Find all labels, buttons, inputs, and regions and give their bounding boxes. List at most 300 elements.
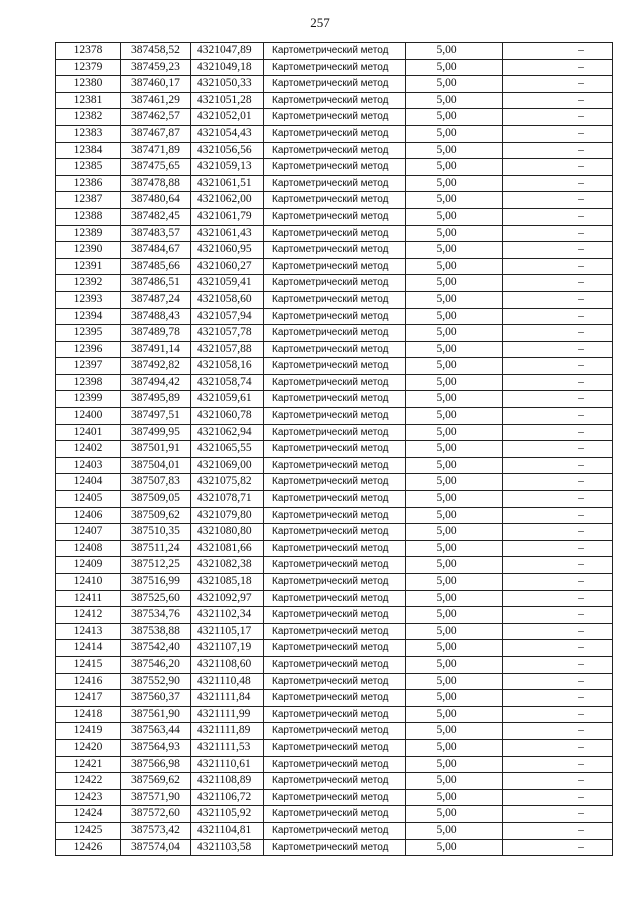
note-cell: – [503, 358, 613, 375]
note-cell: – [503, 208, 613, 225]
table-row [56, 374, 613, 391]
y-coordinate-cell: 4321058,16 [191, 358, 264, 375]
x-coordinate-cell: 387483,57 [121, 225, 191, 242]
y-coordinate-cell: 4321065,55 [191, 441, 264, 458]
y-coordinate-cell: 4321061,51 [191, 175, 264, 192]
y-coordinate-cell: 4321057,94 [191, 308, 264, 325]
note-cell: – [503, 474, 613, 491]
accuracy-cell: 5,00 [406, 822, 503, 839]
x-coordinate-cell: 387566,98 [121, 756, 191, 773]
y-coordinate-cell: 4321058,74 [191, 374, 264, 391]
x-coordinate-cell: 387471,89 [121, 142, 191, 159]
y-coordinate-cell: 4321050,33 [191, 76, 264, 93]
point-number-cell: 12418 [56, 706, 121, 723]
method-cell: Картометрический метод [264, 76, 406, 93]
point-number-cell: 12405 [56, 491, 121, 508]
method-cell: Картометрический метод [264, 557, 406, 574]
x-coordinate-cell: 387511,24 [121, 540, 191, 557]
coordinates-table [55, 42, 613, 856]
accuracy-cell: 5,00 [406, 175, 503, 192]
method-cell: Картометрический метод [264, 773, 406, 790]
table-row [56, 192, 613, 209]
y-coordinate-cell: 4321054,43 [191, 125, 264, 142]
y-coordinate-cell: 4321105,92 [191, 806, 264, 823]
y-coordinate-cell: 4321078,71 [191, 491, 264, 508]
y-coordinate-cell: 4321049,18 [191, 59, 264, 76]
method-cell: Картометрический метод [264, 225, 406, 242]
point-number-cell: 12408 [56, 540, 121, 557]
method-cell: Картометрический метод [264, 159, 406, 176]
x-coordinate-cell: 387509,62 [121, 507, 191, 524]
x-coordinate-cell: 387475,65 [121, 159, 191, 176]
x-coordinate-cell: 387572,60 [121, 806, 191, 823]
x-coordinate-cell: 387507,83 [121, 474, 191, 491]
y-coordinate-cell: 4321069,00 [191, 457, 264, 474]
method-cell: Картометрический метод [264, 806, 406, 823]
x-coordinate-cell: 387560,37 [121, 690, 191, 707]
method-cell: Картометрический метод [264, 59, 406, 76]
x-coordinate-cell: 387546,20 [121, 656, 191, 673]
x-coordinate-cell: 387495,89 [121, 391, 191, 408]
method-cell: Картометрический метод [264, 208, 406, 225]
accuracy-cell: 5,00 [406, 208, 503, 225]
note-cell: – [503, 739, 613, 756]
method-cell: Картометрический метод [264, 275, 406, 292]
table-row [56, 142, 613, 159]
accuracy-cell: 5,00 [406, 441, 503, 458]
method-cell: Картометрический метод [264, 590, 406, 607]
method-cell: Картометрический метод [264, 441, 406, 458]
note-cell: – [503, 822, 613, 839]
point-number-cell: 12401 [56, 424, 121, 441]
method-cell: Картометрический метод [264, 656, 406, 673]
method-cell: Картометрический метод [264, 358, 406, 375]
method-cell: Картометрический метод [264, 574, 406, 591]
y-coordinate-cell: 4321059,41 [191, 275, 264, 292]
accuracy-cell: 5,00 [406, 656, 503, 673]
note-cell: – [503, 557, 613, 574]
x-coordinate-cell: 387460,17 [121, 76, 191, 93]
accuracy-cell: 5,00 [406, 225, 503, 242]
table-row [56, 557, 613, 574]
note-cell: – [503, 441, 613, 458]
method-cell: Картометрический метод [264, 457, 406, 474]
y-coordinate-cell: 4321060,78 [191, 408, 264, 425]
point-number-cell: 12416 [56, 673, 121, 690]
accuracy-cell: 5,00 [406, 524, 503, 541]
x-coordinate-cell: 387534,76 [121, 607, 191, 624]
method-cell: Картометрический метод [264, 391, 406, 408]
y-coordinate-cell: 4321061,79 [191, 208, 264, 225]
point-number-cell: 12406 [56, 507, 121, 524]
accuracy-cell: 5,00 [406, 773, 503, 790]
note-cell: – [503, 723, 613, 740]
table-row [56, 607, 613, 624]
accuracy-cell: 5,00 [406, 125, 503, 142]
point-number-cell: 12402 [56, 441, 121, 458]
method-cell: Картометрический метод [264, 92, 406, 109]
method-cell: Картометрический метод [264, 607, 406, 624]
x-coordinate-cell: 387564,93 [121, 739, 191, 756]
note-cell: – [503, 507, 613, 524]
note-cell: – [503, 806, 613, 823]
table-row [56, 474, 613, 491]
accuracy-cell: 5,00 [406, 59, 503, 76]
point-number-cell: 12425 [56, 822, 121, 839]
x-coordinate-cell: 387569,62 [121, 773, 191, 790]
note-cell: – [503, 308, 613, 325]
method-cell: Картометрический метод [264, 291, 406, 308]
accuracy-cell: 5,00 [406, 109, 503, 126]
note-cell: – [503, 159, 613, 176]
note-cell: – [503, 640, 613, 657]
table-body [56, 43, 613, 856]
x-coordinate-cell: 387484,67 [121, 242, 191, 259]
table-row [56, 225, 613, 242]
method-cell: Картометрический метод [264, 192, 406, 209]
accuracy-cell: 5,00 [406, 690, 503, 707]
y-coordinate-cell: 4321106,72 [191, 789, 264, 806]
method-cell: Картометрический метод [264, 706, 406, 723]
accuracy-cell: 5,00 [406, 474, 503, 491]
point-number-cell: 12392 [56, 275, 121, 292]
point-number-cell: 12396 [56, 341, 121, 358]
y-coordinate-cell: 4321110,61 [191, 756, 264, 773]
table-row [56, 806, 613, 823]
point-number-cell: 12421 [56, 756, 121, 773]
table-row [56, 308, 613, 325]
x-coordinate-cell: 387509,05 [121, 491, 191, 508]
table-row [56, 673, 613, 690]
method-cell: Картометрический метод [264, 540, 406, 557]
table-row [56, 574, 613, 591]
y-coordinate-cell: 4321060,95 [191, 242, 264, 259]
accuracy-cell: 5,00 [406, 308, 503, 325]
point-number-cell: 12391 [56, 258, 121, 275]
x-coordinate-cell: 387459,23 [121, 59, 191, 76]
x-coordinate-cell: 387488,43 [121, 308, 191, 325]
table-row [56, 706, 613, 723]
note-cell: – [503, 374, 613, 391]
method-cell: Картометрический метод [264, 43, 406, 60]
table-row [56, 325, 613, 342]
table-row [56, 590, 613, 607]
accuracy-cell: 5,00 [406, 739, 503, 756]
note-cell: – [503, 607, 613, 624]
method-cell: Картометрический метод [264, 690, 406, 707]
method-cell: Картометрический метод [264, 175, 406, 192]
table-row [56, 491, 613, 508]
method-cell: Картометрический метод [264, 258, 406, 275]
point-number-cell: 12381 [56, 92, 121, 109]
point-number-cell: 12395 [56, 325, 121, 342]
accuracy-cell: 5,00 [406, 590, 503, 607]
x-coordinate-cell: 387552,90 [121, 673, 191, 690]
point-number-cell: 12385 [56, 159, 121, 176]
note-cell: – [503, 789, 613, 806]
y-coordinate-cell: 4321047,89 [191, 43, 264, 60]
y-coordinate-cell: 4321108,60 [191, 656, 264, 673]
point-number-cell: 12397 [56, 358, 121, 375]
point-number-cell: 12414 [56, 640, 121, 657]
point-number-cell: 12378 [56, 43, 121, 60]
x-coordinate-cell: 387525,60 [121, 590, 191, 607]
x-coordinate-cell: 387571,90 [121, 789, 191, 806]
method-cell: Картометрический метод [264, 640, 406, 657]
y-coordinate-cell: 4321075,82 [191, 474, 264, 491]
accuracy-cell: 5,00 [406, 341, 503, 358]
note-cell: – [503, 839, 613, 856]
accuracy-cell: 5,00 [406, 723, 503, 740]
table-row [56, 756, 613, 773]
method-cell: Картометрический метод [264, 109, 406, 126]
x-coordinate-cell: 387510,35 [121, 524, 191, 541]
y-coordinate-cell: 4321111,84 [191, 690, 264, 707]
note-cell: – [503, 242, 613, 259]
table-row [56, 822, 613, 839]
table-row [56, 739, 613, 756]
note-cell: – [503, 756, 613, 773]
accuracy-cell: 5,00 [406, 142, 503, 159]
table-row [56, 408, 613, 425]
method-cell: Картометрический метод [264, 474, 406, 491]
point-number-cell: 12394 [56, 308, 121, 325]
note-cell: – [503, 225, 613, 242]
note-cell: – [503, 491, 613, 508]
table-row [56, 76, 613, 93]
point-number-cell: 12382 [56, 109, 121, 126]
table-row [56, 640, 613, 657]
y-coordinate-cell: 4321103,58 [191, 839, 264, 856]
y-coordinate-cell: 4321092,97 [191, 590, 264, 607]
point-number-cell: 12411 [56, 590, 121, 607]
table-row [56, 358, 613, 375]
y-coordinate-cell: 4321111,89 [191, 723, 264, 740]
accuracy-cell: 5,00 [406, 640, 503, 657]
y-coordinate-cell: 4321080,80 [191, 524, 264, 541]
method-cell: Картометрический метод [264, 507, 406, 524]
accuracy-cell: 5,00 [406, 457, 503, 474]
x-coordinate-cell: 387501,91 [121, 441, 191, 458]
x-coordinate-cell: 387561,90 [121, 706, 191, 723]
point-number-cell: 12403 [56, 457, 121, 474]
point-number-cell: 12410 [56, 574, 121, 591]
x-coordinate-cell: 387480,64 [121, 192, 191, 209]
y-coordinate-cell: 4321059,61 [191, 391, 264, 408]
note-cell: – [503, 706, 613, 723]
method-cell: Картометрический метод [264, 242, 406, 259]
y-coordinate-cell: 4321111,53 [191, 739, 264, 756]
point-number-cell: 12399 [56, 391, 121, 408]
method-cell: Картометрический метод [264, 756, 406, 773]
table-row [56, 441, 613, 458]
point-number-cell: 12407 [56, 524, 121, 541]
note-cell: – [503, 258, 613, 275]
accuracy-cell: 5,00 [406, 258, 503, 275]
accuracy-cell: 5,00 [406, 92, 503, 109]
note-cell: – [503, 275, 613, 292]
table-row [56, 242, 613, 259]
accuracy-cell: 5,00 [406, 408, 503, 425]
y-coordinate-cell: 4321102,34 [191, 607, 264, 624]
method-cell: Картометрический метод [264, 341, 406, 358]
x-coordinate-cell: 387497,51 [121, 408, 191, 425]
accuracy-cell: 5,00 [406, 607, 503, 624]
x-coordinate-cell: 387573,42 [121, 822, 191, 839]
x-coordinate-cell: 387512,25 [121, 557, 191, 574]
x-coordinate-cell: 387492,82 [121, 358, 191, 375]
y-coordinate-cell: 4321058,60 [191, 291, 264, 308]
point-number-cell: 12415 [56, 656, 121, 673]
method-cell: Картометрический метод [264, 623, 406, 640]
point-number-cell: 12393 [56, 291, 121, 308]
note-cell: – [503, 773, 613, 790]
y-coordinate-cell: 4321061,43 [191, 225, 264, 242]
table-row [56, 789, 613, 806]
method-cell: Картометрический метод [264, 524, 406, 541]
x-coordinate-cell: 387486,51 [121, 275, 191, 292]
table-row [56, 524, 613, 541]
x-coordinate-cell: 387574,04 [121, 839, 191, 856]
table-row [56, 507, 613, 524]
accuracy-cell: 5,00 [406, 839, 503, 856]
note-cell: – [503, 43, 613, 60]
y-coordinate-cell: 4321052,01 [191, 109, 264, 126]
x-coordinate-cell: 387499,95 [121, 424, 191, 441]
x-coordinate-cell: 387563,44 [121, 723, 191, 740]
y-coordinate-cell: 4321085,18 [191, 574, 264, 591]
y-coordinate-cell: 4321060,27 [191, 258, 264, 275]
table-row [56, 773, 613, 790]
x-coordinate-cell: 387461,29 [121, 92, 191, 109]
note-cell: – [503, 341, 613, 358]
x-coordinate-cell: 387467,87 [121, 125, 191, 142]
table-row [56, 341, 613, 358]
method-cell: Картометрический метод [264, 125, 406, 142]
point-number-cell: 12413 [56, 623, 121, 640]
method-cell: Картометрический метод [264, 739, 406, 756]
accuracy-cell: 5,00 [406, 291, 503, 308]
table-row [56, 656, 613, 673]
table-row [56, 424, 613, 441]
note-cell: – [503, 175, 613, 192]
accuracy-cell: 5,00 [406, 540, 503, 557]
accuracy-cell: 5,00 [406, 424, 503, 441]
point-number-cell: 12409 [56, 557, 121, 574]
point-number-cell: 12400 [56, 408, 121, 425]
note-cell: – [503, 192, 613, 209]
table-row [56, 391, 613, 408]
note-cell: – [503, 59, 613, 76]
note-cell: – [503, 408, 613, 425]
accuracy-cell: 5,00 [406, 358, 503, 375]
table-row [56, 690, 613, 707]
method-cell: Картометрический метод [264, 424, 406, 441]
method-cell: Картометрический метод [264, 325, 406, 342]
point-number-cell: 12389 [56, 225, 121, 242]
method-cell: Картометрический метод [264, 822, 406, 839]
table-row [56, 723, 613, 740]
y-coordinate-cell: 4321062,94 [191, 424, 264, 441]
x-coordinate-cell: 387494,42 [121, 374, 191, 391]
point-number-cell: 12412 [56, 607, 121, 624]
y-coordinate-cell: 4321111,99 [191, 706, 264, 723]
table-row [56, 623, 613, 640]
accuracy-cell: 5,00 [406, 325, 503, 342]
table-row [56, 839, 613, 856]
point-number-cell: 12398 [56, 374, 121, 391]
point-number-cell: 12390 [56, 242, 121, 259]
x-coordinate-cell: 387516,99 [121, 574, 191, 591]
note-cell: – [503, 524, 613, 541]
note-cell: – [503, 656, 613, 673]
point-number-cell: 12426 [56, 839, 121, 856]
note-cell: – [503, 424, 613, 441]
note-cell: – [503, 109, 613, 126]
accuracy-cell: 5,00 [406, 159, 503, 176]
note-cell: – [503, 540, 613, 557]
y-coordinate-cell: 4321107,19 [191, 640, 264, 657]
note-cell: – [503, 92, 613, 109]
method-cell: Картометрический метод [264, 408, 406, 425]
table-row [56, 109, 613, 126]
accuracy-cell: 5,00 [406, 789, 503, 806]
point-number-cell: 12386 [56, 175, 121, 192]
note-cell: – [503, 690, 613, 707]
accuracy-cell: 5,00 [406, 673, 503, 690]
accuracy-cell: 5,00 [406, 275, 503, 292]
x-coordinate-cell: 387485,66 [121, 258, 191, 275]
point-number-cell: 12422 [56, 773, 121, 790]
y-coordinate-cell: 4321105,17 [191, 623, 264, 640]
note-cell: – [503, 142, 613, 159]
y-coordinate-cell: 4321057,78 [191, 325, 264, 342]
y-coordinate-cell: 4321104,81 [191, 822, 264, 839]
accuracy-cell: 5,00 [406, 192, 503, 209]
accuracy-cell: 5,00 [406, 242, 503, 259]
x-coordinate-cell: 387504,01 [121, 457, 191, 474]
x-coordinate-cell: 387491,14 [121, 341, 191, 358]
method-cell: Картометрический метод [264, 839, 406, 856]
table-row [56, 540, 613, 557]
point-number-cell: 12387 [56, 192, 121, 209]
y-coordinate-cell: 4321079,80 [191, 507, 264, 524]
table-row [56, 92, 613, 109]
accuracy-cell: 5,00 [406, 391, 503, 408]
table-row [56, 43, 613, 60]
accuracy-cell: 5,00 [406, 706, 503, 723]
x-coordinate-cell: 387538,88 [121, 623, 191, 640]
accuracy-cell: 5,00 [406, 491, 503, 508]
note-cell: – [503, 457, 613, 474]
y-coordinate-cell: 4321108,89 [191, 773, 264, 790]
accuracy-cell: 5,00 [406, 756, 503, 773]
note-cell: – [503, 590, 613, 607]
y-coordinate-cell: 4321056,56 [191, 142, 264, 159]
method-cell: Картометрический метод [264, 723, 406, 740]
point-number-cell: 12388 [56, 208, 121, 225]
point-number-cell: 12424 [56, 806, 121, 823]
y-coordinate-cell: 4321057,88 [191, 341, 264, 358]
table-row [56, 291, 613, 308]
accuracy-cell: 5,00 [406, 76, 503, 93]
table-row [56, 208, 613, 225]
page-number: 257 [310, 15, 330, 30]
note-cell: – [503, 325, 613, 342]
note-cell: – [503, 673, 613, 690]
point-number-cell: 12417 [56, 690, 121, 707]
accuracy-cell: 5,00 [406, 806, 503, 823]
